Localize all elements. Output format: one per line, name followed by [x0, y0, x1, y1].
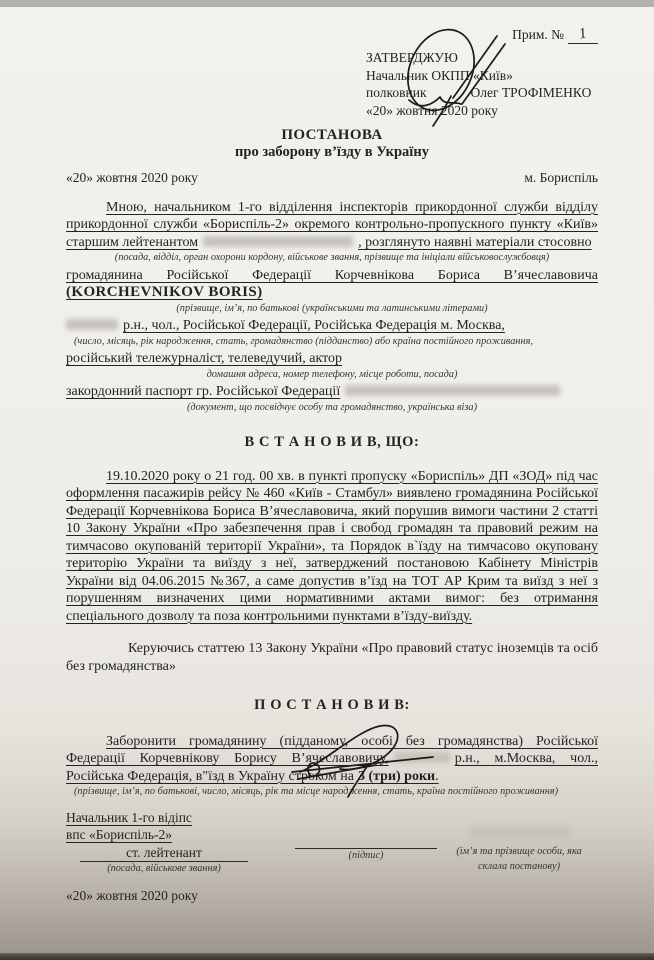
redacted-officer-name: [203, 236, 353, 247]
copy-number-field: [568, 26, 598, 44]
signer-position-block: [66, 809, 296, 878]
established-heading: В С Т А Н О В И В, ЩО:: [244, 434, 420, 450]
caption-address: домашня адреса, номер телефону, місце роботи, посада): [206, 368, 458, 380]
signature-field: [295, 835, 437, 865]
caption-resolution: (прізвище, ім’я, по батькові, число, місяць, рік та місце народження, стать, країна постійного проживання): [74, 786, 559, 797]
approval-approve-label: ЗАТВЕРДЖУЮ: [366, 50, 458, 65]
resolved-heading: П О С Т А Н О В И В:: [254, 697, 410, 713]
caption-name: (прізвище, ім’я, по батькові (українськими та латинськими літерами): [176, 302, 488, 314]
document-title: [66, 127, 598, 161]
approval-position: Начальник ОКПП «Київ»: [366, 67, 513, 83]
caption-composer-2: склала постанову): [478, 860, 560, 872]
composer-name-block: [426, 825, 612, 876]
approval-date: «20» жовтня 2020 року: [366, 102, 498, 118]
birth-line: [66, 317, 598, 335]
approval-officer: [366, 84, 598, 102]
approval-rank: полковник: [366, 85, 427, 100]
copy-number-label: Прим. №: [512, 27, 564, 42]
approval-officer-name: Олег ТРОФІМЕНКО: [470, 85, 592, 100]
redacted-birth-date: [66, 319, 118, 330]
caption-rank: (посада, військове звання): [107, 863, 221, 874]
dateline-date: «20» жовтня 2020 року: [66, 170, 198, 185]
established-paragraph: 19.10.2020 року о 21 год. 00 хв. в пункті пропуску «Бориспіль» ДП «ЗОД» під час оформлення пасажирів рейсу № 460 «Київ - Стамбул» виявлено громадянина Російської Федерації Корчевнікова Бориса В’ячеславовича, який порушив вимоги частини 2 статті 10 Закону України «Про забезпечення прав і свобод громадян та правовий режим на тимчасово окупованій території України», та Порядок в`їзду на тимчасово окуповану територію України та виїзду з неї, затверджений постановою Кабінету Міністрів України від 04.06.2015 №367, а саме допустив в’їзд на ТОТ АР Крим та виїзд з неї з порушенням визначених цими нормативними актами вимог: без отримання спеціального дозволу та поза контрольними пунктами в’їзду-виїзду.: [66, 468, 598, 624]
handwritten-copy-number: 1: [579, 24, 587, 44]
title-main: ПОСТАНОВА: [281, 127, 383, 143]
intro-text-before: Мною, начальником 1-го відділення інспекторів прикордонної служби відділу прикордонної служби «Бориспіль-2» окремого контрольно-пропускного пункту «Київ» старшим лейтенантом: [66, 199, 598, 250]
title-subtitle: про заборону в’їзду в Україну: [235, 144, 429, 160]
final-date: «20» жовтня 2020 року: [66, 887, 198, 903]
signature-section: [66, 809, 598, 874]
latin-name-line: (KORCHEVNIKOV BORIS): [66, 284, 263, 300]
resolved-term-bold: 3 (три) роки: [357, 768, 436, 784]
caption-position: (посада, відділ, орган охорони кордону, військове звання, прізвище та ініціали військовослужбовця): [114, 252, 550, 263]
resolved-text-end: .: [435, 768, 439, 784]
redacted-composer-name: [469, 826, 569, 839]
passport-line-text: закордонний паспорт гр. Російської Федерації: [66, 384, 341, 399]
caption-document: (документ, що посвідчує особу та громадянство, українська віза): [186, 401, 478, 413]
resolved-text-mid: р.н., м.Москва, чол., Російська Федерація, в"їзд в Україну строком на: [66, 751, 598, 784]
resolved-paragraph: [66, 733, 598, 786]
signer-position-line2: впс «Бориспіль-2»: [66, 827, 173, 842]
intro-paragraph: [66, 199, 598, 252]
redacted-passport-number: [345, 385, 560, 396]
passport-line: [66, 383, 598, 401]
signer-position-line1: Начальник 1-го відіпс: [66, 809, 192, 825]
caption-birth: (число, місяць, рік народження, стать, громадянство (підданство) або країна постійного проживання,: [74, 335, 533, 347]
approval-block: [366, 49, 598, 119]
caption-signature: (підпис): [348, 849, 384, 861]
dateline: [66, 169, 598, 187]
dateline-place: м. Бориспіль: [524, 170, 598, 185]
occupation-line: російський тележурналіст, телеведучий, актор: [66, 351, 343, 366]
legal-basis-paragraph: Керуючись статтею 13 Закону України «Про правовий статус іноземців та осіб без громадянства»: [66, 641, 598, 674]
resolved-text-before: Заборонити громадянину (підданому, особі без громадянства) Російської Федерації Корчевнікову Борису В’ячеславовичу,: [66, 733, 598, 766]
citizen-line: громадянина Російської Федерації Корчевнікова Бориса В’ячеславовича: [66, 267, 598, 283]
redacted-birth-date-resolution: [394, 752, 450, 763]
signature-rule: [295, 835, 437, 849]
intro-text-after: , розглянуто наявні матеріали стосовно: [358, 234, 592, 250]
caption-composer-1: (ім’я та прізвище особи, яка: [456, 846, 582, 857]
signer-rank: ст. лейтенант: [80, 844, 248, 863]
birth-line-text: р.н., чол., Російської Федерації, Російська Федерація м. Москва,: [123, 318, 505, 333]
copy-number: [66, 26, 598, 44]
